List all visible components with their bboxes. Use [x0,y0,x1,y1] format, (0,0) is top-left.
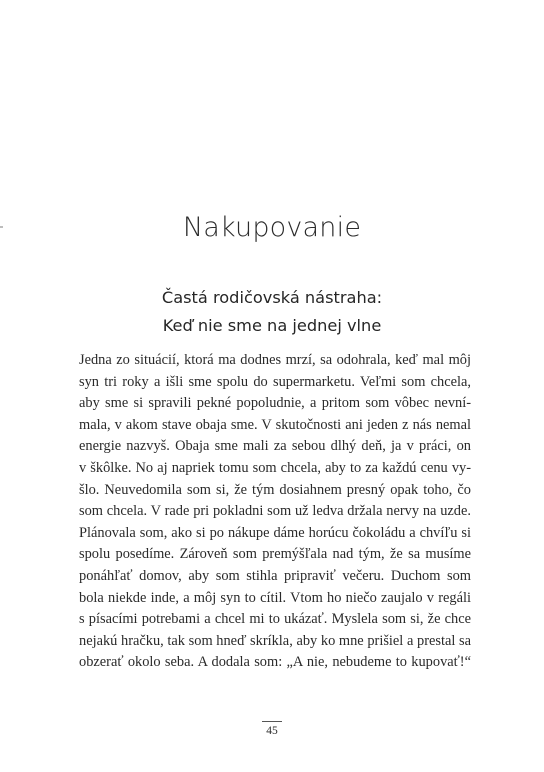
body-line: som chcela. V rade pri pokladni som už ledva držala nervy na uzde. [79,503,471,520]
body-line: Plánovala som, ako si po nákupe dáme horúcu čokoládu a chvíľu si [79,524,471,541]
chapter-title: Nakupovanie [182,212,362,243]
folio-rule [262,721,282,722]
body-line: v škôlke. No aj napriek tomu som chcela, aby to za každú cenu vy- [79,459,471,476]
body-line: mala, v akom stave obaja sme. V skutočnosti ani jeden z nás nemal [79,416,471,433]
body-line: Jedna zo situácií, ktorá ma dodnes mrzí, sa odohrala, keď mal môj [79,352,471,368]
body-line: nejakú hračku, tak som hneď skríkla, aby ko mne prišiel a prestal sa [79,632,471,649]
body-line: šlo. Neuvedomila som si, že tým dosiahnem presný opak toho, čo [79,481,471,498]
body-line: obzerať okolo seba. A dodala som: „A nie, nebudeme to kupovať!“ [79,654,471,671]
body-line: syn tri roky a išli sme spolu do supermarketu. Veľmi som chcela, [79,373,471,390]
body-line: ponáhľať domov, aby som stihla pripraviť večeru. Duchom som [79,567,471,584]
section-heading-line-1: Častá rodičovská nástraha: [161,288,383,307]
body-line: bola niekde inde, a môj syn to cítil. Vtom ho niečo zaujalo v regáli [79,589,471,606]
body-line: energie nazvyš. Obaja sme mali za sebou dlhý deň, ja v práci, on [79,438,471,455]
body-line: aby sme si spravili pekné popoludnie, a pritom som vôbec nevní- [79,395,471,412]
section-heading-line-2: Keď nie sme na jednej vlne [162,316,382,335]
body-paragraph [79,350,471,674]
body-line: spolu posedíme. Zároveň som premýšľala nad tým, že sa musíme [79,546,471,563]
body-line: s písacími potrebami a chcel mi to ukázať. Myslela som si, že chce [79,611,471,628]
page-number: 45 [266,725,278,737]
